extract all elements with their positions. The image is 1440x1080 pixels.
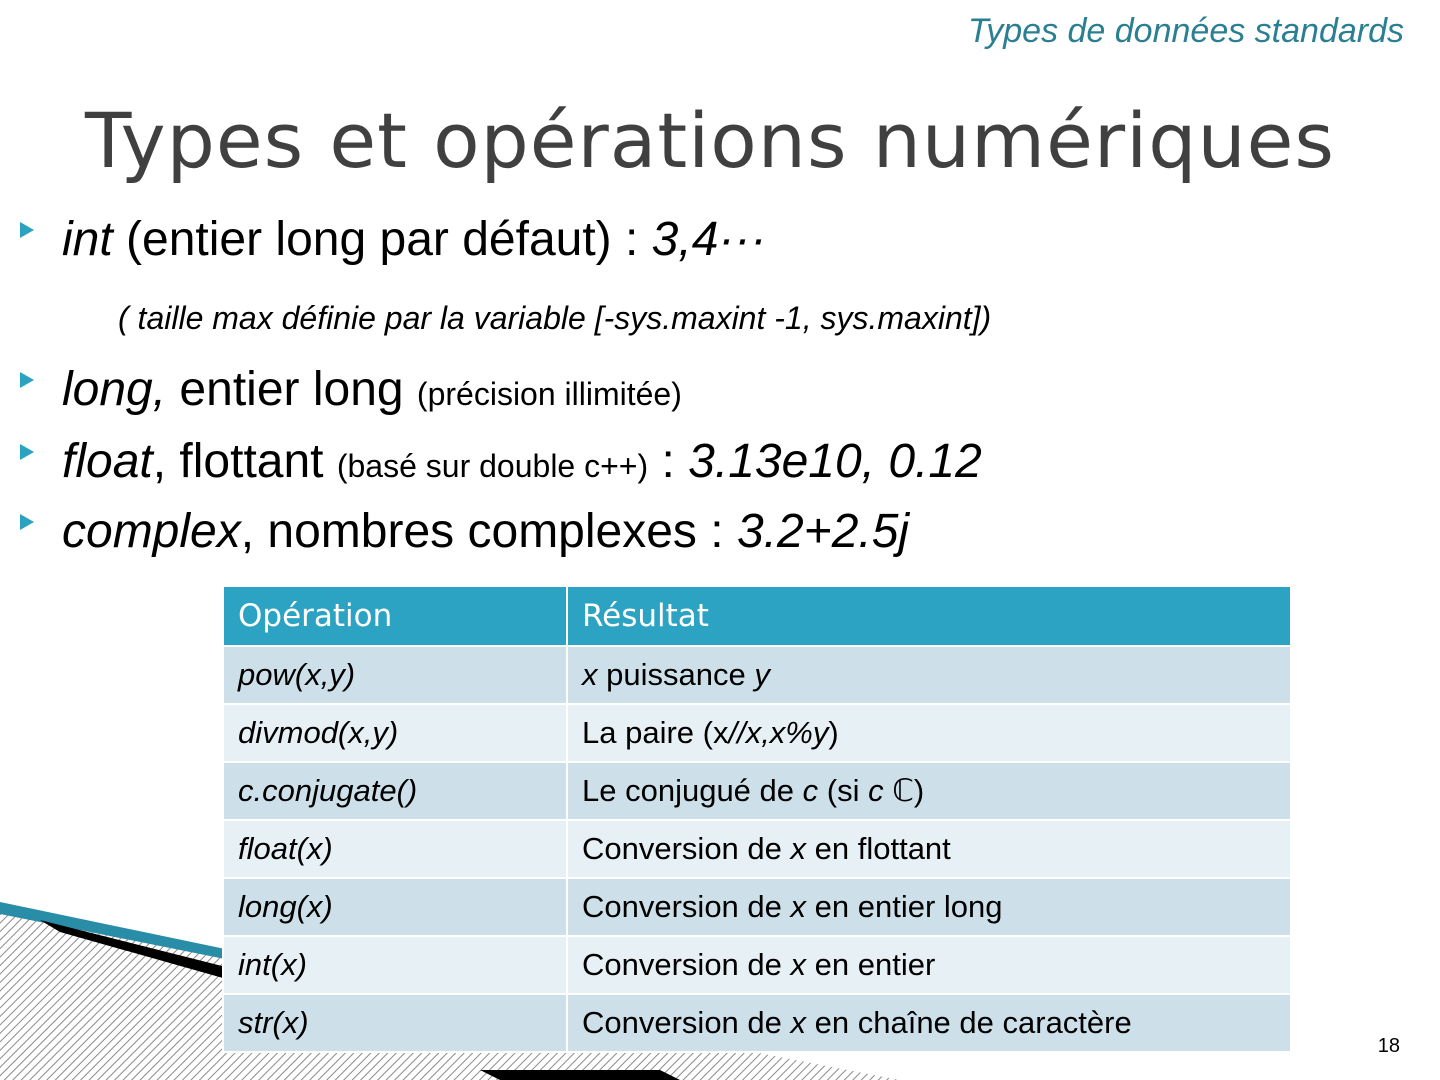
bullet-arrow-icon: [20, 222, 34, 238]
int-size-note: ( taille max définie par la variable [-sys.maxint -1, sys.maxint]): [118, 300, 992, 336]
term-int: int: [62, 213, 113, 266]
header-result: Résultat: [567, 586, 1291, 646]
result-text: en flottant: [806, 831, 951, 866]
page-number: 18: [1377, 1035, 1400, 1057]
bullet-arrow-icon: [20, 372, 34, 388]
result-text: Le conjugué de: [582, 773, 803, 808]
operation-cell: float(x): [223, 820, 567, 878]
bullet-int: [20, 210, 766, 270]
result-text: y: [754, 657, 770, 692]
bullet-arrow-icon: [20, 444, 34, 460]
operation-cell: pow(x,y): [223, 646, 567, 704]
sep-float: :: [648, 435, 689, 488]
bullet-complex: [20, 502, 909, 562]
example-int: 3,4···: [651, 213, 767, 266]
result-text: x: [790, 889, 807, 924]
bullet-arrow-icon: [20, 514, 34, 530]
term-complex: complex: [62, 505, 241, 558]
table-row: [223, 646, 1291, 704]
result-text: x: [790, 947, 807, 982]
result-text: x: [790, 831, 807, 866]
desc-complex: , nombres complexes :: [240, 505, 737, 558]
slide-title: Types et opérations numériques: [85, 96, 1335, 185]
result-text: x: [790, 1005, 807, 1040]
operation-cell: long(x): [223, 878, 567, 936]
result-text: Conversion de: [582, 889, 791, 924]
result-text: ℂ): [883, 773, 925, 808]
bullet-float: [20, 432, 982, 496]
result-cell: [567, 936, 1291, 994]
desc-long: entier long: [166, 363, 417, 416]
result-text: x: [582, 657, 598, 692]
result-cell: [567, 704, 1291, 762]
result-text: c: [802, 773, 819, 808]
operation-cell: str(x): [223, 994, 567, 1052]
result-cell: [567, 646, 1291, 704]
result-text: La paire (x: [582, 715, 729, 750]
result-text: en entier long: [806, 889, 1003, 924]
table-row: [223, 820, 1291, 878]
result-cell: [567, 994, 1291, 1052]
example-complex: 3.2+2.5j: [736, 505, 910, 558]
result-cell: [567, 820, 1291, 878]
table-row: [223, 878, 1291, 936]
table-header-row: [223, 586, 1291, 646]
term-long: long,: [62, 363, 167, 416]
note-long: (précision illimitée): [416, 376, 682, 412]
result-text: ): [828, 715, 839, 750]
desc-int: (entier long par défaut) :: [112, 213, 652, 266]
operation-cell: c.conjugate(): [223, 762, 567, 820]
section-header: Types de données standards: [968, 12, 1404, 50]
term-float: float: [62, 435, 153, 488]
result-text: //x,x%y: [728, 715, 829, 750]
result-text: en entier: [806, 947, 936, 982]
result-text: c: [868, 773, 884, 808]
table-row: [223, 936, 1291, 994]
note-float: (basé sur double c++): [336, 448, 649, 484]
result-text: puissance: [597, 657, 755, 692]
operation-cell: divmod(x,y): [223, 704, 567, 762]
bullet-long: [20, 360, 682, 424]
result-text: Conversion de: [582, 831, 791, 866]
desc-float: , flottant: [152, 435, 337, 488]
table-row: [223, 762, 1291, 820]
operation-cell: int(x): [223, 936, 567, 994]
result-cell: [567, 762, 1291, 820]
table-body: [223, 646, 1291, 1052]
operations-table: [222, 585, 1292, 1053]
result-text: en chaîne de caractère: [806, 1005, 1132, 1040]
result-text: Conversion de: [582, 947, 791, 982]
table-row: [223, 704, 1291, 762]
result-cell: [567, 878, 1291, 936]
example-float: 3.13e10, 0.12: [688, 435, 982, 488]
result-text: Conversion de: [582, 1005, 791, 1040]
result-text: (si: [818, 773, 869, 808]
table-row: [223, 994, 1291, 1052]
header-operation: Opération: [223, 586, 567, 646]
